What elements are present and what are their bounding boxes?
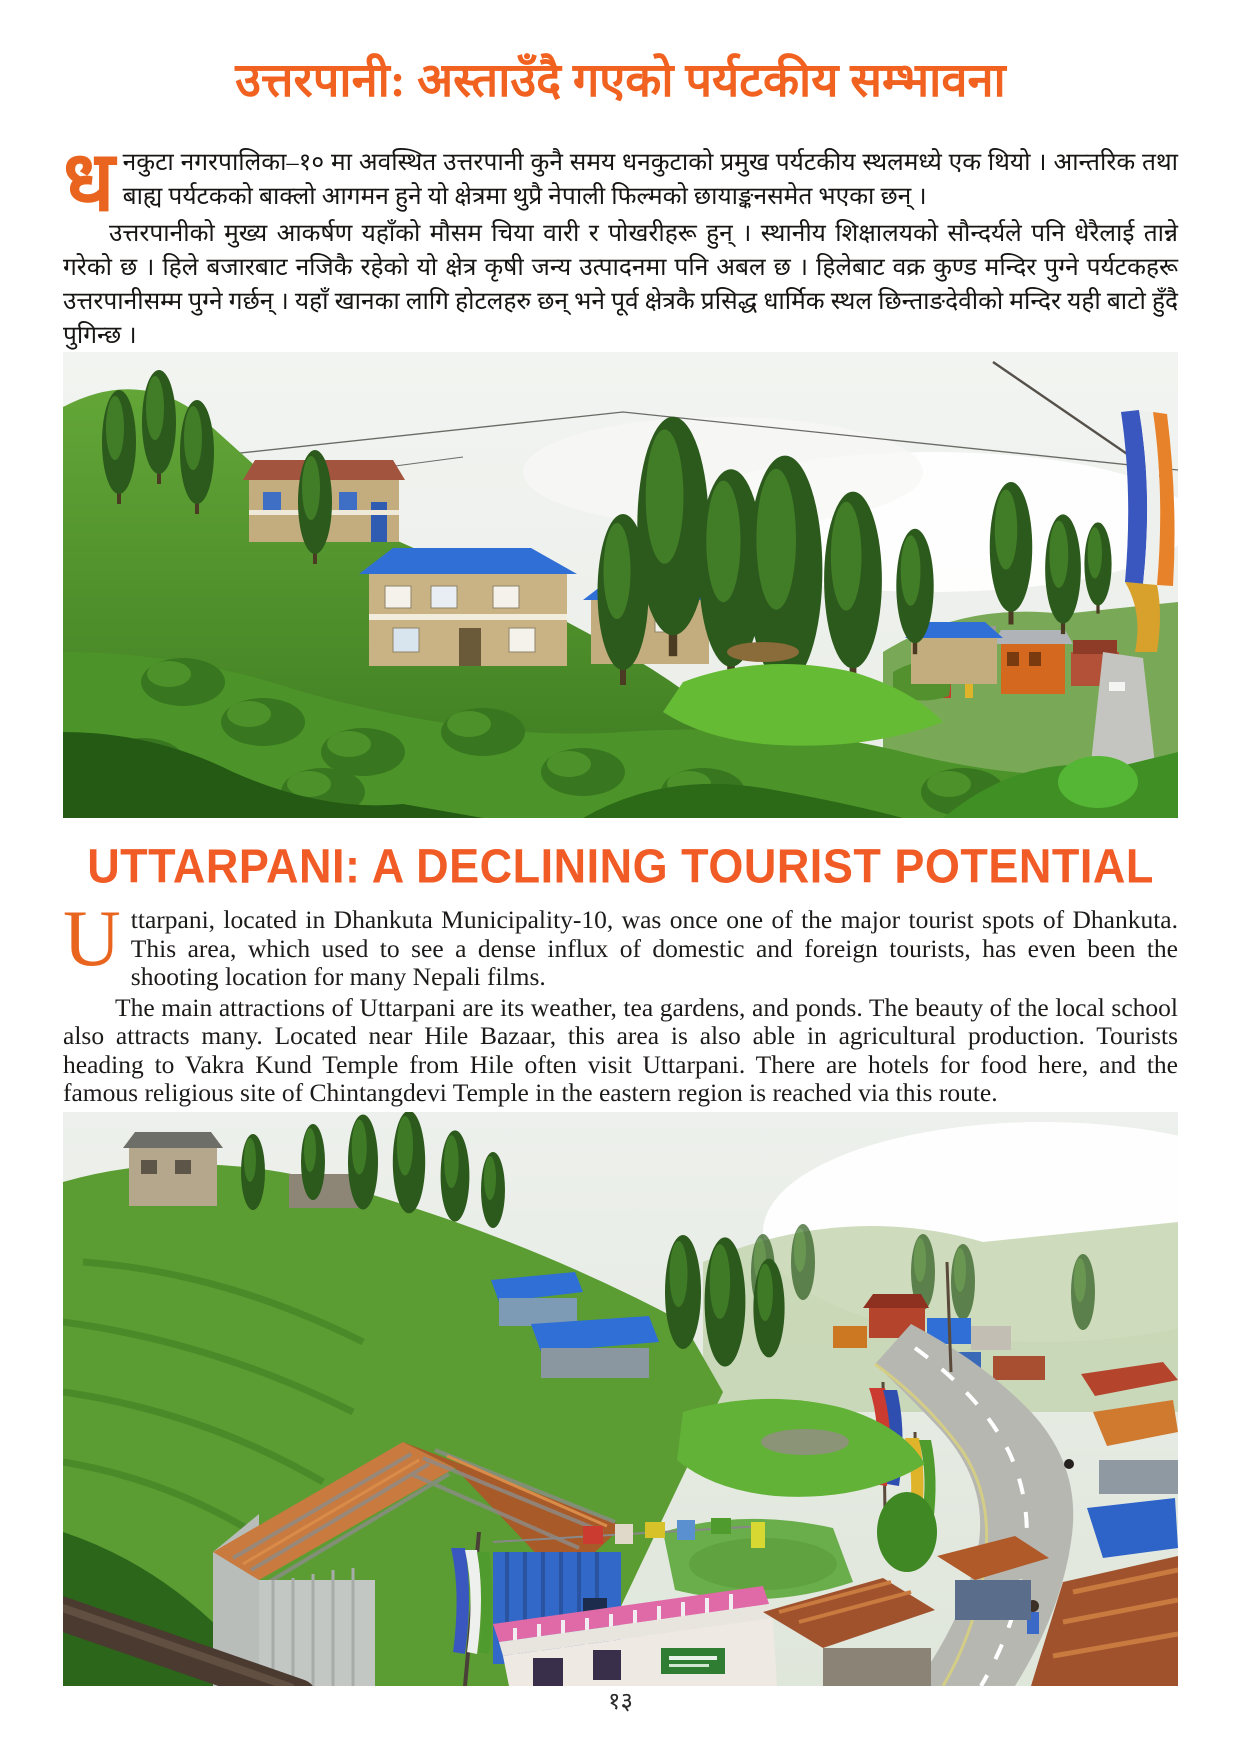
pond: [727, 642, 799, 662]
english-headline: UTTARPANI: A DECLINING TOURIST POTENTIAL: [87, 838, 1154, 894]
english-paragraph-1-text: ttarpani, located in Dhankuta Municipality-10, was once one of the major tourist spots of Dhankuta. This area, which used to see a dense influx of domestic and foreign tourists, has even been the shooting location for many Nepali films.: [130, 905, 1178, 991]
page-number: १३: [608, 1689, 633, 1715]
nepali-headline: उत्तरपानी: अस्ताउँदै गएको पर्यटकीय सम्भावना: [235, 55, 1006, 107]
aerial-village-illustration: [63, 1112, 1178, 1686]
nepali-body: [63, 136, 1178, 353]
blue-tarp: [1087, 1498, 1178, 1558]
uttarpani-hillside-village-photo: [63, 352, 1178, 818]
english-paragraph-2: The main attractions of Uttarpani are its weather, tea gardens, and ponds. The beauty of the local school also attracts many. Located near Hile Bazaar, this area is also able in agricultural production. Tourists heading to Vakra Kund Temple from Hile often visit Uttarpani. There are hotels for food here, and the famous religious site of Chintangdevi Temple in the eastern region is reached via this route.: [63, 992, 1178, 1107]
nepali-paragraph-1-text: नकुटा नगरपालिका–१० मा अवस्थित उत्तरपानी कुनै समय धनकुटाको प्रमुख पर्यटकीय स्थलमध्ये एक थियो । आन्तरिक तथा बाह्य पर्यटकको बाक्लो आगमन हुने यो क्षेत्रमा थुप्रै नेपाली फिल्मको छायाङ्कनसमेत भएका छन् ।: [122, 149, 1178, 210]
person-on-roof: [751, 1522, 765, 1548]
nepali-paragraph-2: उत्तरपानीको मुख्य आकर्षण यहाँको मौसम चिया वारी र पोखरीहरू हुन् । स्थानीय शिक्षालयको सौन्दर्यले पनि धेरैलाई तान्ने गरेको छ । हिले बजारबाट नजिकै रहेको यो क्षेत्र कृषी जन्य उत्पादनमा पनि अबल छ । हिलेबाट वक्र कुण्ड मन्दिर पुग्ने पर्यटकहरू उत्तरपानीसम्म पुग्ने गर्छन् । यहाँ खानका लागि होटलहरु छन् भने पूर्व क्षेत्रकै प्रसिद्ध धार्मिक स्थल छिन्ताङदेवीको मन्दिर यही बाटो हुँदै पुगिन्छ ।: [63, 220, 1178, 349]
english-paragraph-1: [63, 895, 1178, 992]
nepali-dropcap: ध: [63, 136, 115, 229]
orange-building: [1001, 644, 1065, 694]
uttarpani-aerial-road-photo: [63, 1112, 1178, 1686]
nepali-paragraph-1: [63, 136, 1178, 229]
english-body: [63, 895, 1178, 1108]
hillside-village-illustration: [63, 352, 1178, 818]
dog: [1064, 1459, 1074, 1469]
english-dropcap: U: [63, 895, 121, 983]
green-signboard: [661, 1648, 725, 1674]
